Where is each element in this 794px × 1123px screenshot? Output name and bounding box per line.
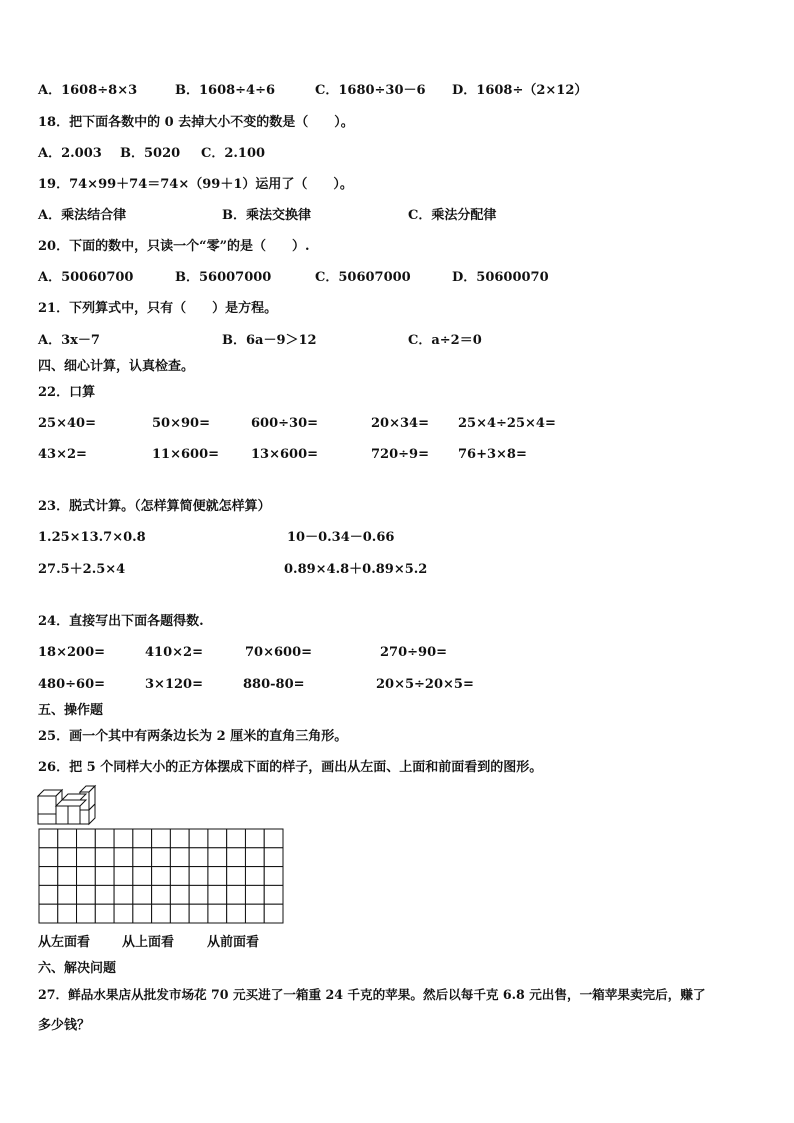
q22-item: 25×4÷25×4= <box>458 416 556 431</box>
q17-option-d[interactable]: D．1608÷（2×12） <box>452 83 588 98</box>
q22-row-1 <box>0 416 794 432</box>
q18-option-c[interactable]: C．2.100 <box>201 146 266 161</box>
grid-cell[interactable] <box>227 904 246 923</box>
q23-item: 10－0.34－0.66 <box>287 530 395 545</box>
q24-item: 480÷60= <box>38 677 106 692</box>
grid-cell[interactable] <box>152 885 171 904</box>
q22-item: 43×2= <box>38 447 87 462</box>
grid-cell[interactable] <box>114 867 133 886</box>
q23-item: 1.25×13.7×0.8 <box>38 530 146 545</box>
q24-row-1 <box>0 645 794 661</box>
section-5-heading: 五、操作题 <box>38 703 104 718</box>
q27-line-2: 多少钱？ <box>38 1018 91 1033</box>
q22-stem: 22．口算 <box>38 385 96 400</box>
q17-option-c[interactable]: C．1680÷30－6 <box>315 83 426 98</box>
grid-cell[interactable] <box>39 904 58 923</box>
grid-cell[interactable] <box>189 904 208 923</box>
grid-cell[interactable] <box>208 829 227 848</box>
q24-item: 880-80= <box>243 677 305 692</box>
grid-cell[interactable] <box>95 867 114 886</box>
grid-cell[interactable] <box>227 867 246 886</box>
q19-options <box>0 208 794 224</box>
grid-cell[interactable] <box>152 829 171 848</box>
q20-option-b[interactable]: B．56007000 <box>175 270 272 285</box>
q23-row-1 <box>0 530 794 546</box>
grid-cell[interactable] <box>189 829 208 848</box>
grid-cell[interactable] <box>133 829 152 848</box>
grid-cell[interactable] <box>114 904 133 923</box>
q19-option-c[interactable]: C．乘法分配律 <box>408 208 497 223</box>
q18-option-b[interactable]: B．5020 <box>120 146 181 161</box>
answer-grid[interactable] <box>38 828 284 924</box>
q23-item: 0.89×4.8＋0.89×5.2 <box>284 562 428 577</box>
grid-cell[interactable] <box>189 848 208 867</box>
grid-cell[interactable] <box>58 904 77 923</box>
q24-item: 18×200= <box>38 645 106 660</box>
q25-stem: 25．画一个其中有两条边长为 2 厘米的直角三角形。 <box>38 729 348 744</box>
q17-option-b[interactable]: B．1608÷4÷6 <box>175 83 276 98</box>
grid-cell[interactable] <box>133 867 152 886</box>
grid-cell[interactable] <box>58 829 77 848</box>
grid-cell[interactable] <box>264 904 283 923</box>
grid-cell[interactable] <box>189 867 208 886</box>
view-label-left: 从左面看 <box>38 935 91 950</box>
q19-option-b[interactable]: B．乘法交换律 <box>222 208 311 223</box>
grid-cell[interactable] <box>133 885 152 904</box>
grid-cell[interactable] <box>264 848 283 867</box>
q18-option-a[interactable]: A．2.003 <box>38 146 102 161</box>
grid-cell[interactable] <box>189 885 208 904</box>
grid-cell[interactable] <box>170 885 189 904</box>
q22-item: 76+3×8= <box>458 447 527 462</box>
q20-option-c[interactable]: C．50607000 <box>315 270 411 285</box>
grid-cell[interactable] <box>58 867 77 886</box>
grid-cell[interactable] <box>133 848 152 867</box>
q18-options <box>0 146 794 162</box>
grid-cell[interactable] <box>227 885 246 904</box>
grid-cell[interactable] <box>152 867 171 886</box>
grid-cell[interactable] <box>77 904 96 923</box>
grid-cell[interactable] <box>77 848 96 867</box>
q24-item: 70×600= <box>245 645 313 660</box>
grid-cell[interactable] <box>227 829 246 848</box>
grid-cell[interactable] <box>170 904 189 923</box>
q20-option-a[interactable]: A．50060700 <box>38 270 134 285</box>
view-label-front: 从前面看 <box>207 935 260 950</box>
grid-cell[interactable] <box>170 829 189 848</box>
q21-option-a[interactable]: A．3x－7 <box>38 333 100 348</box>
grid-cell[interactable] <box>245 885 264 904</box>
q22-item: 50×90= <box>152 416 210 431</box>
q19-option-a[interactable]: A．乘法结合律 <box>38 208 127 223</box>
grid-cell[interactable] <box>39 848 58 867</box>
q24-row-2 <box>0 677 794 693</box>
q17-option-a[interactable]: A．1608÷8×3 <box>38 83 138 98</box>
grid-cell[interactable] <box>245 867 264 886</box>
q21-option-c[interactable]: C．a÷2＝0 <box>408 333 482 348</box>
grid-cell[interactable] <box>95 848 114 867</box>
q23-row-2 <box>0 562 794 578</box>
q20-stem: 20．下面的数中，只读一个“零”的是（ ）. <box>38 239 310 254</box>
q21-options <box>0 333 794 349</box>
q22-item: 25×40= <box>38 416 96 431</box>
grid-cell[interactable] <box>95 885 114 904</box>
grid-cell[interactable] <box>245 904 264 923</box>
grid-cell[interactable] <box>95 829 114 848</box>
grid-cell[interactable] <box>152 848 171 867</box>
grid-cell[interactable] <box>77 867 96 886</box>
grid-cell[interactable] <box>114 885 133 904</box>
q26-stem: 26．把 5 个同样大小的正方体摆成下面的样子，画出从左面、上面和前面看到的图形。 <box>38 760 543 775</box>
q18-stem: 18．把下面各数中的 0 去掉大小不变的数是（ ）。 <box>38 115 354 130</box>
grid-cell[interactable] <box>114 848 133 867</box>
grid-cell[interactable] <box>58 885 77 904</box>
grid-cell[interactable] <box>208 848 227 867</box>
q20-options <box>0 270 794 286</box>
grid-cell[interactable] <box>39 829 58 848</box>
grid-cell[interactable] <box>227 848 246 867</box>
grid-cell[interactable] <box>170 867 189 886</box>
grid-cell[interactable] <box>77 885 96 904</box>
q23-stem: 23．脱式计算。（怎样算简便就怎样算） <box>38 499 271 514</box>
grid-cell[interactable] <box>133 904 152 923</box>
q24-item: 410×2= <box>145 645 203 660</box>
q24-stem: 24．直接写出下面各题得数. <box>38 614 204 629</box>
grid-cell[interactable] <box>58 848 77 867</box>
grid-cell[interactable] <box>39 885 58 904</box>
q22-item: 20×34= <box>371 416 429 431</box>
grid-cell[interactable] <box>208 904 227 923</box>
q22-item: 11×600= <box>152 447 220 462</box>
view-label-top: 从上面看 <box>122 935 175 950</box>
q24-item: 270÷90= <box>380 645 448 660</box>
q20-option-d[interactable]: D．50600070 <box>452 270 549 285</box>
q22-item: 600÷30= <box>251 416 319 431</box>
q19-stem: 19．74×99＋74＝74×（99＋1）运用了（ ）。 <box>38 177 353 192</box>
grid-cell[interactable] <box>77 829 96 848</box>
grid-cell[interactable] <box>114 829 133 848</box>
q22-row-2 <box>0 447 794 463</box>
q22-item: 13×600= <box>251 447 319 462</box>
q24-item: 3×120= <box>145 677 203 692</box>
grid-cell[interactable] <box>170 848 189 867</box>
grid-cell[interactable] <box>264 867 283 886</box>
q24-item: 20×5÷20×5= <box>376 677 474 692</box>
q22-item: 720÷9= <box>371 447 429 462</box>
view-labels <box>0 935 794 951</box>
cube-arrangement-figure <box>37 782 99 826</box>
grid-cell[interactable] <box>208 885 227 904</box>
section-6-heading: 六、解决问题 <box>38 961 117 976</box>
q17-options <box>0 83 794 99</box>
grid-cell[interactable] <box>152 904 171 923</box>
section-4-heading: 四、细心计算，认真检查。 <box>38 359 195 374</box>
grid-cell[interactable] <box>245 848 264 867</box>
q27-line-1: 27．鲜品水果店从批发市场花 70 元买进了一箱重 24 千克的苹果。然后以每千克 6.8 元出售，一箱苹果卖完后，赚了 <box>38 987 706 1002</box>
grid-cell[interactable] <box>39 867 58 886</box>
q21-option-b[interactable]: B．6a－9＞12 <box>222 333 317 348</box>
grid-cell[interactable] <box>95 904 114 923</box>
grid-cell[interactable] <box>208 867 227 886</box>
grid-cell[interactable] <box>264 829 283 848</box>
grid-cell[interactable] <box>264 885 283 904</box>
grid-cell[interactable] <box>245 829 264 848</box>
q23-item: 27.5＋2.5×4 <box>38 562 126 577</box>
q21-stem: 21．下列算式中，只有（ ）是方程。 <box>38 301 278 316</box>
